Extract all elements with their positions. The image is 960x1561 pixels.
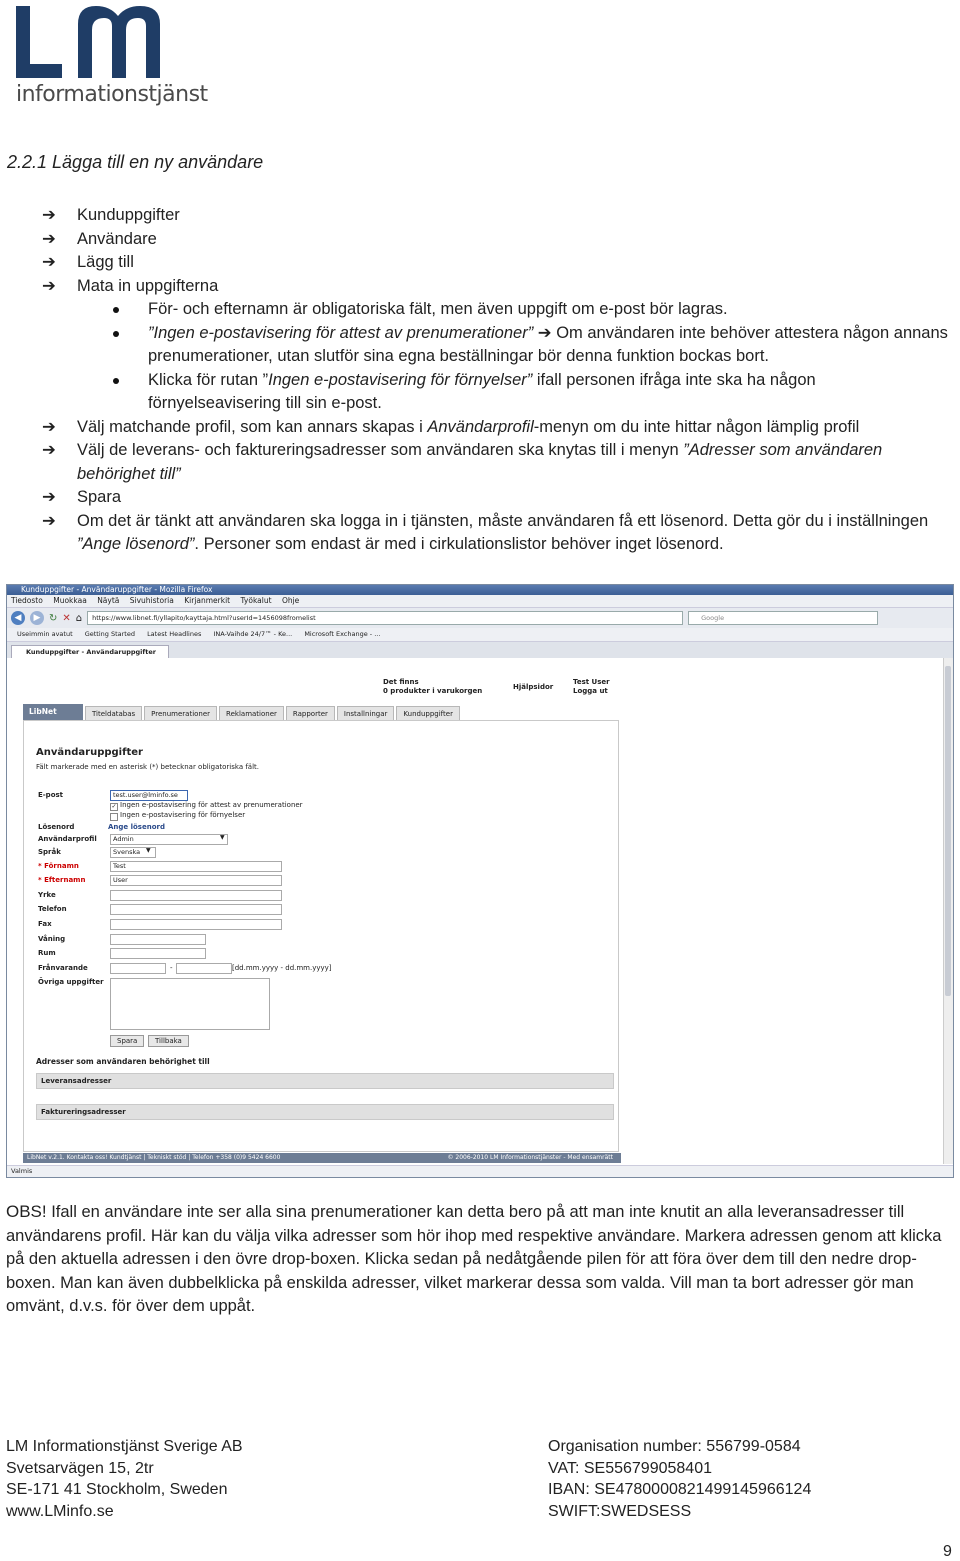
bullet-icon bbox=[113, 378, 119, 384]
firstname-field[interactable]: Test bbox=[110, 861, 282, 872]
swift: SWIFT:SWEDSESS bbox=[548, 1502, 692, 1520]
search-input[interactable]: Google bbox=[688, 611, 878, 625]
back-button[interactable]: Tillbaka bbox=[148, 1035, 189, 1047]
company-name: LM Informationstjänst Sverige AB bbox=[6, 1438, 243, 1455]
bookmark-item[interactable]: Useimmin avatut bbox=[17, 630, 73, 638]
absent-label: Frånvarande bbox=[38, 964, 88, 972]
arrow-icon: ➔ bbox=[42, 511, 56, 530]
bullet-item: ”Ingen e-postavisering för attest av prenumerationer” ➔ Om användaren inte behöver attestera någon annans prenumerationer, utan slutför sina egna beställningar bör denna funktion bockas bort. bbox=[0, 322, 960, 369]
browser-tab[interactable]: Kunduppgifter - Användaruppgifter bbox=[11, 645, 169, 659]
nav-tab[interactable]: Prenumerationer bbox=[144, 706, 217, 721]
vat-number: VAT: SE556799058401 bbox=[548, 1459, 712, 1477]
page-number: 9 bbox=[943, 1543, 952, 1560]
menu-item[interactable]: Sivuhistoria bbox=[129, 596, 174, 605]
nav-tab[interactable]: Reklamationer bbox=[219, 706, 284, 721]
billing-addresses[interactable]: Faktureringsadresser bbox=[36, 1104, 614, 1120]
menu-item[interactable]: Muokkaa bbox=[53, 596, 87, 605]
menu-item[interactable]: Näytä bbox=[97, 596, 120, 605]
forward-icon[interactable]: ▶ bbox=[30, 611, 44, 625]
step-item: ➔ Kunduppgifter bbox=[0, 204, 960, 228]
browser-nav bbox=[7, 608, 953, 628]
room-label: Rum bbox=[38, 949, 56, 957]
step-item: ➔ Om det är tänkt att användaren ska logga in i tjänsten, måste användaren få ett lösenord. Detta gör du i inställningen ”Ange lösenord”. Personer som endast är med i cirkulationslistor behöver inget lösenord. bbox=[42, 511, 929, 553]
lm-logo bbox=[14, 6, 208, 107]
help-link[interactable]: Hjälpsidor bbox=[513, 683, 554, 691]
language-select[interactable]: Svenska bbox=[110, 847, 156, 858]
browser-screenshot bbox=[6, 584, 954, 1178]
checkbox-renewal-label: Ingen e-postavisering för förnyelser bbox=[120, 811, 246, 819]
footer-org bbox=[548, 1436, 811, 1522]
fax-label: Fax bbox=[38, 920, 52, 928]
menu-item[interactable]: Tiedosto bbox=[11, 596, 43, 605]
checkbox-attest[interactable]: ✓ bbox=[111, 803, 117, 810]
save-button[interactable]: Spara bbox=[110, 1035, 144, 1047]
absent-from-field[interactable] bbox=[110, 963, 166, 974]
step-item: ➔ Välj de leverans- och faktureringsadresser som användaren ska knytas till i menyn ”Adresser som användaren behörighet till” bbox=[42, 441, 883, 483]
delivery-addresses[interactable]: Leveransadresser bbox=[36, 1073, 614, 1089]
section-title: 2.2.1 Lägga till en ny användare bbox=[7, 152, 264, 172]
city: SE-171 41 Stockholm, Sweden bbox=[6, 1481, 228, 1498]
menu-item[interactable]: Ohje bbox=[281, 596, 300, 605]
nav-tab[interactable]: Titeldatabas bbox=[85, 706, 142, 721]
arrow-icon: ➔ bbox=[537, 323, 552, 342]
date-format-hint: [dd.mm.yyyy - dd.mm.yyyy] bbox=[232, 964, 332, 972]
room-field[interactable] bbox=[110, 948, 206, 959]
set-password-link[interactable]: Ange lösenord bbox=[108, 823, 165, 831]
bookmarks-bar bbox=[7, 628, 953, 642]
libnet-footer: LibNet v.2.1. Kontakta oss! Kundtjänst | Tekniskt stöd | Telefon +358 (0)9 5424 6600 © 2006-2010 LM Informationstjänster - Med ensamrätt bbox=[23, 1153, 621, 1163]
obs-note bbox=[6, 1200, 956, 1319]
firstname-label: * Förnamn bbox=[38, 862, 79, 870]
bookmark-item[interactable]: INA-Vaihde 24/7™ - Ke... bbox=[213, 630, 293, 638]
menu-item[interactable]: Työkalut bbox=[240, 596, 272, 605]
arrow-icon: ➔ bbox=[42, 253, 56, 271]
form-title: Användaruppgifter bbox=[36, 747, 143, 758]
bookmark-item[interactable]: Latest Headlines bbox=[147, 630, 202, 638]
instructions bbox=[0, 204, 960, 557]
title-label: Yrke bbox=[38, 891, 56, 899]
scrollbar[interactable] bbox=[943, 658, 953, 1164]
arrow-icon: ➔ bbox=[42, 417, 56, 436]
phone-field[interactable] bbox=[110, 904, 282, 915]
user-form-panel bbox=[23, 720, 619, 1152]
bullet-item: För- och efternamn är obligatoriska fält, men även uppgift om e-post bör lagras. bbox=[0, 298, 960, 322]
stop-icon[interactable]: ✕ bbox=[62, 612, 71, 624]
bullet-icon bbox=[113, 307, 119, 313]
lastname-field[interactable]: User bbox=[110, 875, 282, 886]
footer-address bbox=[6, 1436, 243, 1522]
language-label: Språk bbox=[38, 848, 61, 856]
bookmark-item[interactable]: Microsoft Exchange - ... bbox=[304, 630, 381, 638]
arrow-icon: ➔ bbox=[42, 488, 56, 506]
bullet-icon bbox=[113, 331, 119, 337]
nav-tab[interactable]: Kunduppgifter bbox=[396, 706, 460, 721]
url-bar[interactable]: https://www.libnet.fi/yllapito/kayttaja.html?userId=1456098fromelist bbox=[87, 611, 683, 625]
addresses-title: Adresser som användaren behörighet till bbox=[36, 1057, 210, 1066]
step-item: ➔ Spara bbox=[0, 486, 960, 510]
user-info: Test User Logga ut bbox=[573, 678, 610, 695]
browser-menu bbox=[7, 595, 953, 608]
form-hint: Fält markerade med en asterisk (*) betecknar obligatoriska fält. bbox=[36, 763, 260, 771]
bullet-item: Klicka för rutan ”Ingen e-postavisering för förnyelser” ifall personen ifråga inte ska ha någon förnyelseavisering till sin e-post. bbox=[0, 369, 960, 416]
lastname-label: * Efternamn bbox=[38, 876, 86, 884]
email-label: E-post bbox=[38, 791, 64, 799]
browser-title: Kunduppgifter - Användaruppgifter - Mozilla Firefox bbox=[7, 585, 953, 595]
basket-info[interactable]: Det finns 0 produkter i varukorgen bbox=[383, 678, 483, 695]
absent-to-field[interactable] bbox=[176, 963, 232, 974]
step-item: ➔ Lägg till bbox=[0, 251, 960, 275]
nav-tab[interactable]: Rapporter bbox=[286, 706, 335, 721]
checkbox-renewal[interactable] bbox=[110, 813, 118, 821]
browser-tabs bbox=[7, 642, 953, 659]
bookmark-item[interactable]: Getting Started bbox=[84, 630, 135, 638]
street: Svetsarvägen 15, 2tr bbox=[6, 1459, 154, 1477]
password-label: Lösenord bbox=[38, 823, 75, 831]
step-item: ➔ Användare bbox=[0, 228, 960, 252]
profile-select[interactable]: Admin bbox=[110, 834, 228, 845]
date-separator: - bbox=[170, 964, 173, 972]
phone-label: Telefon bbox=[38, 905, 67, 913]
floor-label: Våning bbox=[38, 935, 66, 943]
home-icon[interactable]: ⌂ bbox=[75, 612, 83, 624]
profile-label: Användarprofil bbox=[38, 835, 97, 843]
checkbox-attest-label: Ingen e-postavisering för attest av prenumerationer bbox=[120, 801, 303, 809]
lm-logo-mark bbox=[14, 6, 174, 82]
scrollbar-thumb[interactable] bbox=[945, 666, 951, 996]
email-field[interactable]: test.user@lminfo.se bbox=[110, 790, 188, 801]
nav-tab[interactable]: Installningar bbox=[337, 706, 395, 721]
arrow-icon: ➔ bbox=[42, 229, 56, 248]
libnet-logo: LibNet bbox=[23, 704, 83, 720]
logout-link[interactable]: Logga ut bbox=[573, 687, 608, 695]
chevron-down-icon: ▼ bbox=[146, 847, 151, 854]
website-link[interactable]: www.LMinfo.se bbox=[6, 1502, 114, 1520]
status-bar: Valmis bbox=[7, 1165, 954, 1177]
chevron-down-icon: ▼ bbox=[220, 834, 225, 841]
reload-icon[interactable]: ↻ bbox=[49, 612, 58, 624]
logo-subtitle: informationstjänst bbox=[16, 82, 208, 107]
other-textarea[interactable] bbox=[110, 978, 270, 1030]
menu-item[interactable]: Kirjanmerkit bbox=[184, 596, 231, 605]
iban: IBAN: SE4780000821499145966124 bbox=[548, 1481, 812, 1498]
back-icon[interactable]: ◀ bbox=[11, 611, 25, 625]
fax-field[interactable] bbox=[110, 919, 282, 930]
obs-text: Ifall en användare inte ser alla sina prenumerationer kan detta bero på att man inte knutit an alla leveransadresser till användarens profil. Här kan du välja vilka adresser som hör ihop med respektive användare. Markera adressen genom att klicka på den aktuella adressen i den övre drop-boxen. Klicka sedan på nedåtgående pilen för att föra över dem till den nedre drop-boxen. Man kan även dubbelklicka på enskilda adresser, vilket markerar dessa som valda. Vill man ta bort adresser gör man omvänt, d.v.s. för över dem uppåt. bbox=[6, 1203, 942, 1315]
title-field[interactable] bbox=[110, 890, 282, 901]
step-item: ➔ Välj matchande profil, som kan annars skapas i Användarprofil-menyn om du inte hittar någon lämplig profil bbox=[0, 416, 960, 440]
arrow-icon: ➔ bbox=[42, 206, 56, 224]
libnet-page bbox=[7, 658, 943, 1164]
libnet-nav bbox=[23, 704, 460, 720]
floor-field[interactable] bbox=[110, 934, 206, 945]
step-item: ➔ Mata in uppgifterna bbox=[0, 275, 960, 299]
arrow-icon: ➔ bbox=[42, 441, 56, 459]
obs-tag: OBS! bbox=[6, 1202, 47, 1221]
other-label: Övriga uppgifter bbox=[38, 978, 104, 986]
arrow-icon: ➔ bbox=[42, 276, 56, 295]
org-number: Organisation number: 556799-0584 bbox=[548, 1438, 801, 1455]
